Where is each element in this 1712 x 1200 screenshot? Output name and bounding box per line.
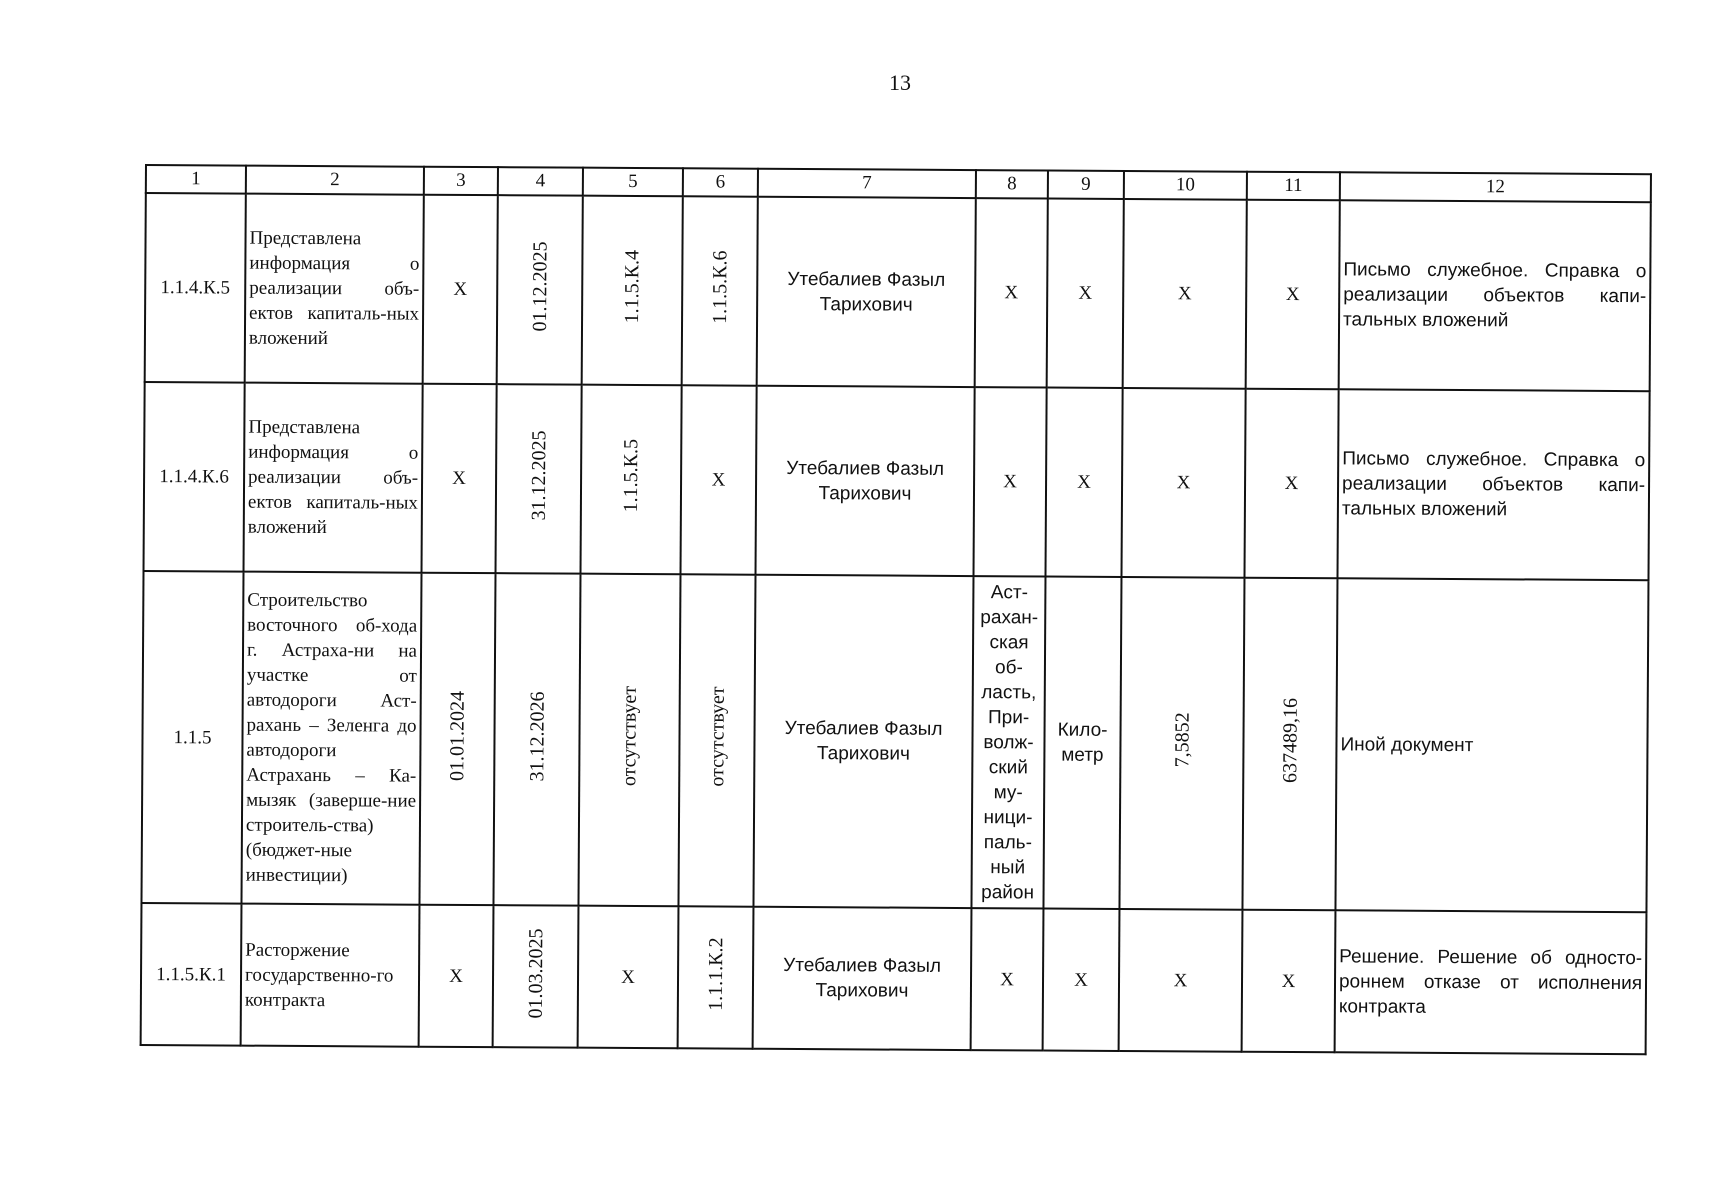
document-cell: Письмо служебное. Справка о реализации объектов капи-тальных вложений xyxy=(1339,200,1651,391)
amount-text: 637489,16 xyxy=(1278,697,1302,784)
start-date-cell: Х xyxy=(422,384,497,573)
table-row xyxy=(141,903,1647,1054)
event-name-cell: Представлена информация о реализации объ-ектов капиталь-ных вложений xyxy=(244,383,423,573)
end-date-text: 01.12.2025 xyxy=(528,241,552,332)
value-cell: Х xyxy=(1119,909,1243,1052)
successor-text: отсутствует xyxy=(705,686,729,788)
end-date-text: 31.12.2025 xyxy=(527,430,550,521)
predecessor-cell xyxy=(578,574,680,907)
location-cell: Аст-рахан-ская об-ласть, При-волж-ский му-ници-паль-ный район xyxy=(971,576,1045,908)
unit-cell: Х xyxy=(1045,388,1122,577)
responsible-cell: Утебалиев Фазыл Тарихович xyxy=(753,575,973,908)
document-cell: Решение. Решение об односто-роннем отказе от исполнения контракта xyxy=(1335,910,1647,1054)
predecessor-cell xyxy=(581,385,682,575)
column-header: 1 xyxy=(146,165,246,194)
predecessor-text: 1.1.5.К.5 xyxy=(619,439,643,513)
predecessor-cell: Х xyxy=(578,906,679,1049)
value-cell xyxy=(1119,577,1244,910)
start-date-cell: Х xyxy=(423,195,498,384)
table-row xyxy=(141,571,1648,912)
successor-text: 1.1.1.К.2 xyxy=(704,937,727,1011)
predecessor-text: 1.1.5.К.4 xyxy=(621,250,644,324)
table-row xyxy=(145,193,1651,391)
unit-cell: Х xyxy=(1047,199,1124,388)
event-name-cell: Представлена информация о реализации объ-ектов капиталь-ных вложений xyxy=(245,194,424,384)
unit-cell: Кило-метр xyxy=(1043,577,1121,909)
event-name-cell: Расторжение государственно-го контракта xyxy=(241,904,420,1047)
responsible-cell: Утебалиев Фазыл Тарихович xyxy=(753,907,972,1050)
table-row xyxy=(144,382,1650,580)
start-date-cell xyxy=(419,573,495,905)
column-header: 8 xyxy=(976,170,1048,198)
predecessor-cell xyxy=(582,196,683,386)
row-number-cell: 1.1.4.К.5 xyxy=(145,193,246,383)
responsible-cell: Утебалиев Фазыл Тарихович xyxy=(756,386,975,576)
successor-text: 1.1.5.К.6 xyxy=(708,250,731,325)
column-header: 12 xyxy=(1340,172,1651,202)
end-date-text: 01.03.2025 xyxy=(524,927,547,1018)
successor-cell xyxy=(678,906,754,1048)
end-date-text: 31.12.2026 xyxy=(525,690,549,781)
value-cell: Х xyxy=(1123,199,1247,389)
page-number: 13 xyxy=(889,70,911,95)
end-date-cell xyxy=(496,384,582,574)
successor-cell xyxy=(682,196,758,385)
start-date-text: 01.01.2024 xyxy=(446,690,469,781)
value-cell: Х xyxy=(1121,388,1245,578)
event-name-cell: Строительство восточного об-хода г. Астраха-ни на участке от автодороги Аст-рахань – Зеленга до автодороги Астрахань – Ка-мызяк (заверше-ние строитель-ства) (бюджет-ные инвестиции) xyxy=(241,572,421,905)
location-cell: Х xyxy=(971,908,1044,1050)
location-cell: Х xyxy=(973,387,1046,576)
predecessor-text: отсутствует xyxy=(618,686,641,787)
successor-cell: Х xyxy=(681,385,757,574)
column-header: 10 xyxy=(1124,171,1247,200)
end-date-cell xyxy=(493,905,579,1048)
document-cell: Иной документ xyxy=(1335,578,1648,912)
row-number-cell: 1.1.4.К.6 xyxy=(144,382,245,572)
document-cell: Письмо служебное. Справка о реализации объектов капи-тальных вложений xyxy=(1337,389,1649,580)
start-date-cell: Х xyxy=(419,905,494,1047)
column-header: 7 xyxy=(758,169,976,198)
column-header: 11 xyxy=(1247,172,1340,201)
amount-cell xyxy=(1242,578,1337,911)
row-number-cell: 1.1.5.К.1 xyxy=(141,903,242,1046)
column-header: 3 xyxy=(424,167,498,195)
amount-cell: Х xyxy=(1244,389,1338,579)
value-text: 7,5852 xyxy=(1170,712,1194,768)
data-table xyxy=(140,164,1652,1055)
column-header: 6 xyxy=(683,168,758,196)
row-number-cell: 1.1.5 xyxy=(141,571,243,904)
column-header: 9 xyxy=(1048,171,1124,199)
column-header: 4 xyxy=(498,167,583,196)
responsible-cell: Утебалиев Фазыл Тарихович xyxy=(757,197,976,387)
column-header: 2 xyxy=(246,166,424,195)
amount-cell: Х xyxy=(1242,910,1336,1053)
column-header: 5 xyxy=(583,168,683,197)
unit-cell: Х xyxy=(1043,909,1120,1051)
amount-cell: Х xyxy=(1246,200,1340,390)
end-date-cell xyxy=(493,573,580,906)
location-cell: Х xyxy=(975,198,1048,387)
end-date-cell xyxy=(497,195,583,385)
successor-cell xyxy=(678,574,755,906)
